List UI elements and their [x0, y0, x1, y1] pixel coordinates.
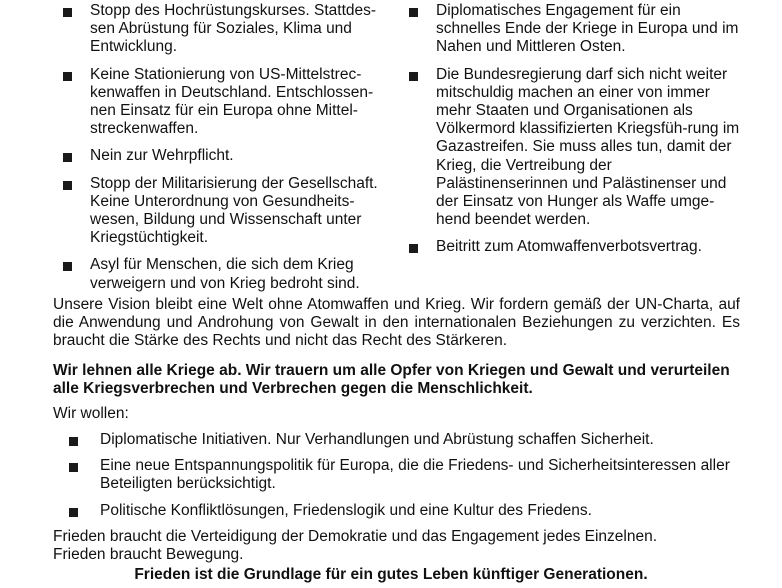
square-bullet-icon	[69, 508, 78, 517]
list-item	[62, 147, 397, 165]
closing-line-2: Frieden braucht Bewegung.	[53, 546, 244, 564]
list-item-text: Asyl für Menschen, die sich dem Krieg verweigern und von Krieg bedroht sind.	[90, 256, 360, 292]
list-item-text: Diplomatisches Engagement für ein schnelles Ende der Kriege in Europa und im Nahen und Mittleren Osten.	[436, 2, 739, 56]
square-bullet-icon	[63, 153, 72, 162]
list-item	[68, 502, 738, 520]
square-bullet-icon	[63, 8, 72, 17]
list-item	[408, 238, 743, 256]
list-item	[62, 175, 397, 248]
square-bullet-icon	[63, 72, 72, 81]
list-item-text: Keine Stationierung von US-Mittelstrec-kenwaffen in Deutschland. Entschlossen-nen Einsatz für ein Europa ohne Mittel-streckenwaffen.	[90, 65, 374, 138]
list-item	[408, 2, 743, 57]
list-item-text: Eine neue Entspannungspolitik für Europa, die die Friedens- und Sicherheitsinteressen aller Beteiligten berücksichtigt.	[100, 457, 730, 493]
left-bullet-list	[62, 2, 397, 293]
closing-line-1: Frieden braucht die Verteidigung der Demokratie und das Engagement jedes Einzelnen.	[53, 528, 658, 545]
list-item	[68, 431, 738, 449]
list-item	[62, 2, 397, 57]
closing-paragraph	[53, 528, 740, 564]
list-item-text: Stopp der Militarisierung der Gesellschaft. Keine Unterordnung von Gesundheits-wesen, Bildung und Wissenschaft unter Kriegstüchtigkeit.	[90, 174, 378, 247]
list-item	[62, 256, 397, 292]
vision-paragraph: Unsere Vision bleibt eine Welt ohne Atomwaffen und Krieg. Wir fordern gemäß der UN-Charta, auf die Anwendung und Androhung von Gewalt in den internationalen Beziehungen zu verzichten. Es braucht die Stärke des Rechts und nicht das Recht des Stärkeren.	[53, 296, 740, 350]
list-item-text: Politische Konfliktlösungen, Friedenslogik und eine Kultur des Friedens.	[100, 501, 592, 519]
motto: Frieden ist die Grundlage für ein gutes Leben künftiger Generationen.	[134, 566, 648, 583]
demand-paragraph: Wir lehnen alle Kriege ab. Wir trauern um alle Opfer von Kriegen und Gewalt und verurteilen alle Kriegsverbrechen und Verbrechen gegen die Menschlichkeit.	[53, 362, 730, 398]
list-item-text: Diplomatische Initiativen. Nur Verhandlungen und Abrüstung schaffen Sicherheit.	[100, 431, 654, 448]
square-bullet-icon	[69, 437, 78, 446]
square-bullet-icon	[409, 8, 418, 17]
square-bullet-icon	[409, 244, 418, 253]
right-column	[408, 2, 743, 266]
want-list	[68, 431, 738, 528]
list-item-text: Nein zur Wehrpflicht.	[90, 147, 234, 165]
list-item	[62, 66, 397, 139]
right-bullet-list	[408, 2, 743, 257]
list-item	[68, 457, 738, 493]
want-bullet-list	[68, 431, 738, 520]
list-item	[408, 66, 743, 230]
want-intro: Wir wollen:	[53, 405, 129, 422]
list-item-text: Beitritt zum Atomwaffenverbotsvertrag.	[436, 238, 702, 256]
left-column	[62, 2, 397, 302]
list-item-text: Die Bundesregierung darf sich nicht weiter mitschuldig machen an einer von immer mehr Staaten und Organisationen als Völkermord klassifizierten Kriegsfüh-rung im Gazastreifen. Sie muss alles tun, damit der Krieg, die Vertreibung der Palästinenserinnen und Palästinenser und der Einsatz von Hunger als Waffe umge-hend beendet werden.	[436, 65, 740, 229]
square-bullet-icon	[63, 262, 72, 271]
square-bullet-icon	[69, 463, 78, 472]
square-bullet-icon	[63, 181, 72, 190]
square-bullet-icon	[409, 72, 418, 81]
list-item-text: Stopp des Hochrüstungskurses. Stattdes-sen Abrüstung für Soziales, Klima und Entwicklung.	[90, 2, 377, 56]
